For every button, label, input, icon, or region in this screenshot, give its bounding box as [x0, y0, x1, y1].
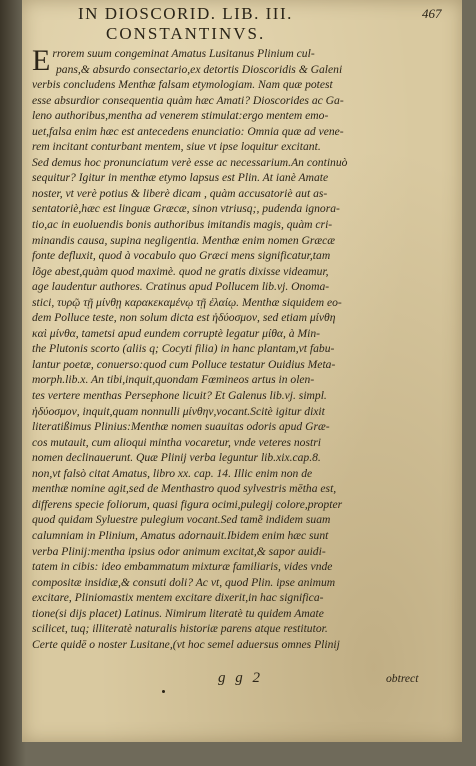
text-line: scilicet, tuq; illiteratè naturalis historiæ parens atque restitutor.: [32, 622, 328, 636]
text-line: stici, τυρῷ τῇ μίνθῃ καρακεκαμένῳ τῇ ἐλαίῳ. Menthæ siquidem eo-: [32, 295, 342, 309]
catchword: obtrect: [386, 672, 419, 685]
page-header: [22, 4, 462, 26]
text-line: dem Polluce teste, non solum dicta est ἡδύοσμον, sed etiam μίνθη: [32, 311, 336, 325]
text-line: verbis concludens Menthæ falsam etymologiam. Nam quæ potest: [32, 78, 333, 92]
text-line: sentatoriè,hæc est linguæ Græcæ, sinon vtriusq;, pudenda ignora-: [32, 202, 340, 216]
text-line: lantur poetæ, conuerso:quod cum Polluce testatur Ouidius Meta-: [32, 357, 336, 371]
page-number: 467: [422, 6, 442, 21]
text-line: differens specie foliorum, quasi figura ocimi,pulegij colore,propter: [32, 497, 343, 511]
text-line: fonte defluxit, quod à vocabulo quo Græci mens significatur,tam: [32, 249, 331, 263]
text-line: Errorem suum congeminat Amatus Lusitanus Plinium cul-: [32, 44, 315, 77]
text-line: noster, vt verè potius & liberè dicam , quàm accusatoriè aut as-: [32, 186, 328, 200]
ink-dot: [162, 690, 165, 693]
text-line: age laudentur authores. Cratinus apud Pollucem lib.vj. Onoma-: [32, 280, 330, 294]
author-heading: CONSTANTINVS.: [106, 24, 266, 43]
book-page: [22, 0, 462, 742]
text-line: tes vertere menthas Persephone licuit? Et Galenus lib.vj. simpl.: [32, 389, 327, 403]
text-line: minandis causa, supina negligentia. Menthæ enim nomen Græcæ: [32, 233, 336, 247]
text-line: esse absurdior consequentia quàm hæc Amati? Dioscorides ac Ga-: [32, 93, 344, 107]
text-line: non,vt falsò citat Amatus, libro xx. cap. 14. Illic enim non de: [32, 466, 313, 480]
text-line: pans,& absurdo consectario,ex detortis Dioscoridis & Galeni: [56, 62, 343, 76]
text-line: literatißimus Plinius:Menthæ nomen suauitas odoris apud Græ-: [32, 420, 330, 434]
text-line: lõge abest,quàm quod maximè. quod ne gratis dixisse videamur,: [32, 264, 329, 278]
text-line: calumniam in Plinium, Amatus adornauit.Ibidem enim hæc sunt: [32, 528, 329, 542]
text-line: tio,ac in euoluendis bonis authoribus imitandis magis, quàm cri-: [32, 218, 333, 232]
text-line: compositæ insidiæ,& consuti doli? Ac vt, quod Plin. ipse animum: [32, 575, 336, 589]
text-line: uet,falsa enim hæc est antecedens enunciatio: Omnia quæ ad vene-: [32, 124, 344, 138]
signature-mark: g g 2: [218, 670, 263, 686]
text-line: quod quidam Syluestre pulegium vocant.Sed tamẽ indidem suam: [32, 513, 331, 527]
text-line: ἡδύοσμον, inquit,quam nonnulli μίνθην,vocant.Scitè igitur dixit: [32, 404, 325, 418]
text-line: tione(si dijs placet) Latinus. Nimirum literatè tu quidem Amate: [32, 606, 324, 620]
running-head: IN DIOSCORID. LIB. III.: [78, 4, 293, 23]
text-block: [32, 46, 452, 652]
text-line: verba Plinij:mentha ipsius odor animum excitat,& sapor auidi-: [32, 544, 326, 558]
text-line: nomen declinauerunt. Quæ Plinij verba leguntur lib.xix.cap.8.: [32, 451, 321, 465]
text-line: Certe quidē o noster Lusitane,(vt hoc semel aduersus omnes Plinij: [32, 637, 340, 651]
text-line: καὶ μίνθα, tametsi apud eundem corruptè legatur μίθα, à Min-: [32, 326, 321, 340]
text-line: rem incitant conturbant mentem, siue vt ipse loquitur excitant.: [32, 140, 321, 154]
text-line: morph.lib.x. An tibi,inquit,quondam Fœmineos artus in olen-: [32, 373, 315, 387]
text-line: the Plutonis scorto (aliis q; Cocyti filia) in hanc plantam,vt fabu-: [32, 342, 335, 356]
text-line: Sed demus hoc pronunciatum verè esse ac necessarium.An continuò: [32, 155, 348, 169]
drop-cap: E: [32, 44, 51, 77]
text-line: sequitur? Igitur in menthæ etymo lapsus est Plin. At ianè Amate: [32, 171, 329, 185]
text-line: menthæ nomine agit,sed de Menthastro quod sylvestris mētha est,: [32, 482, 337, 496]
text-line: tatem in cibis: ideo embammatum mixturæ familiaris, vides vnde: [32, 560, 333, 574]
text-line: excitare, Pliniomastix mentem excitare dixerit,in hac significa-: [32, 591, 324, 605]
text-line: cos mutauit, cum alioqui mintha vocaretur, vnde veteres nostri: [32, 435, 321, 449]
text-line: leno authoribus,mentha ad venerem stimulat:ergo mentem emo-: [32, 109, 329, 123]
